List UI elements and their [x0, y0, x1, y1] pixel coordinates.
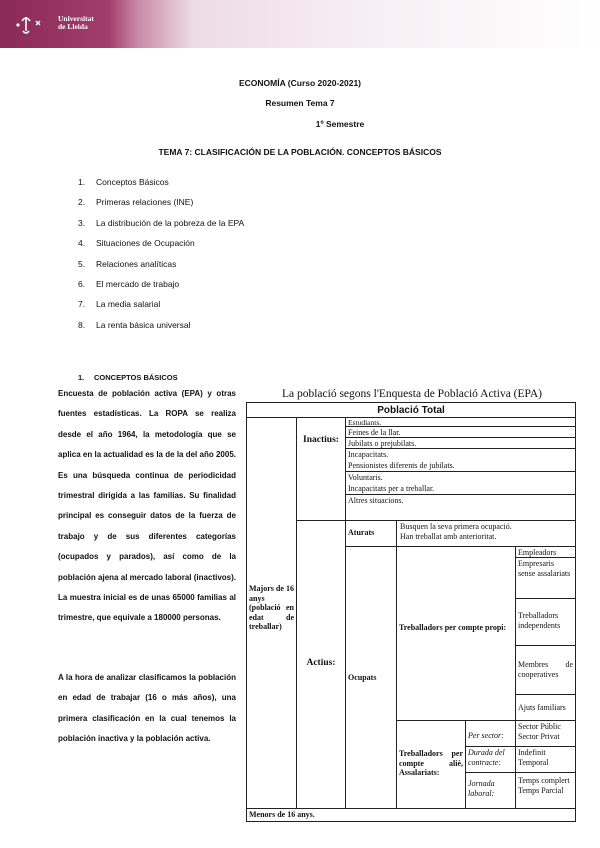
- durada-item: Indefinit: [518, 748, 546, 757]
- document-title: ECONOMÍA (Curso 2020-2021): [238, 78, 362, 88]
- propi-item: Membres de cooperatives: [515, 645, 576, 695]
- aturats-list: [396, 520, 576, 547]
- toc-num: 5.: [78, 258, 86, 269]
- durada-cell: Durada del contracte:: [465, 746, 516, 773]
- semester: 1º Semestre: [315, 119, 365, 129]
- university-emblem-icon: [14, 11, 50, 39]
- inactius-item-group: [345, 448, 576, 472]
- compte-propi-cell: Treballadors per compte propi:: [396, 546, 516, 721]
- inactius-item: Voluntaris.: [348, 473, 383, 482]
- toc-label: La media salarial: [96, 299, 161, 310]
- university-name: [58, 15, 94, 31]
- jornada-cell: Jornada laboral:: [465, 772, 516, 809]
- toc-label: Primeras relaciones (INE): [96, 197, 194, 208]
- toc-item: [78, 315, 244, 335]
- inactius-item: Altres situacions.: [345, 494, 576, 521]
- jornada-item: Temps Parcial: [518, 785, 564, 795]
- toc-label: Conceptos Básicos: [96, 177, 169, 187]
- inactius-list: [345, 417, 576, 521]
- university-name-line2: de Lleida: [58, 22, 88, 31]
- paragraph-classification: A la hora de analizar clasificamos la población en edad de trabajar (16 o más años), una primera clasificación en la cual tenemos la población inactiva y la población activa.: [58, 673, 236, 744]
- aturats-cell: Aturats: [345, 520, 397, 547]
- toc-num: 8.: [78, 319, 86, 330]
- inactius-item: Estudiants.: [345, 417, 576, 427]
- jornada-item: Temps complert: [518, 776, 570, 785]
- toc-label: La distribución de la pobreza de la EPA: [96, 217, 245, 228]
- toc-item: [78, 172, 244, 192]
- durada-item: Temporal: [518, 757, 549, 767]
- aturats-item: Han treballat amb anterioritat.: [400, 531, 497, 541]
- propi-item: Ajuts familiars: [515, 694, 576, 721]
- actius-cell: Actius:: [296, 520, 346, 809]
- menors-cell: Menors de 16 anys.: [246, 808, 576, 822]
- sector-item: Sector Públic: [518, 722, 561, 731]
- header-banner: [0, 0, 600, 48]
- inactius-item: Pensionistes diferents de jubilats.: [348, 460, 455, 470]
- toc-label: Relaciones analíticas: [96, 258, 177, 269]
- inactius-item: Feines de la llar.: [345, 426, 576, 438]
- inactius-item: Incapacitats per a treballar.: [348, 483, 435, 493]
- durada-list: [515, 746, 576, 773]
- toc-item: [78, 254, 244, 274]
- table-of-contents: [78, 172, 244, 335]
- jornada-list: [515, 772, 576, 809]
- sector-list: [515, 720, 576, 747]
- toc-label: El mercado de trabajo: [96, 278, 180, 289]
- inactius-cell: Inactius:: [296, 417, 346, 521]
- toc-num: 2.: [78, 197, 86, 208]
- university-name-line1: Universitat: [58, 14, 94, 23]
- topic-title: TEMA 7: CLASIFICACIÓN DE LA POBLACIÓN. CONCEPTOS BÁSICOS: [158, 147, 442, 157]
- compte-propi-list: [515, 546, 576, 721]
- section-num: 1.: [78, 373, 85, 382]
- toc-label: Situaciones de Ocupación: [96, 238, 195, 249]
- toc-num: 3.: [78, 217, 86, 228]
- toc-item: [78, 213, 244, 233]
- propi-item: Empleadors: [515, 546, 576, 558]
- ocupats-cell: Ocupats: [345, 546, 397, 809]
- propi-item: Empresaris sense assalariats: [515, 557, 576, 599]
- compte-alie-cell: Treballadors per compte aliè, Assalariats:: [396, 720, 466, 809]
- toc-num: 4.: [78, 238, 86, 249]
- section-label: CONCEPTOS BÁSICOS: [94, 373, 178, 382]
- aturats-item: Busquen la seva primera ocupació.: [400, 522, 512, 531]
- toc-item: [78, 294, 244, 314]
- toc-num: 1.: [78, 177, 86, 187]
- toc-item: [78, 233, 244, 253]
- toc-num: 7.: [78, 299, 86, 310]
- majors-cell: Majors de 16 anys (població en edat de treballar): [246, 417, 297, 809]
- inactius-item: Jubilats o prejubilats.: [345, 437, 576, 449]
- per-sector-cell: Per sector:: [465, 720, 516, 747]
- sector-item: Sector Privat: [518, 731, 560, 741]
- document-subtitle: Resumen Tema 7: [265, 98, 335, 108]
- toc-item: [78, 274, 244, 294]
- section-heading: [78, 373, 178, 382]
- inactius-item-group: [345, 471, 576, 495]
- toc-item: [78, 192, 244, 212]
- toc-num: 6.: [78, 278, 86, 289]
- inactius-item: Incapacitats.: [348, 450, 389, 459]
- table-title: La població segons l'Enquesta de Població Activa (EPA): [281, 388, 543, 400]
- toc-label: La renta básica universal: [96, 319, 191, 330]
- paragraph-epa: Encuesta de población activa (EPA) y otras fuentes estadísticas. La ROPA se realiza desde el año 1964, la metodología que se aplica en la actualidad es la de la del año 2005. Es una búsqueda continua de periodicidad trimestral dirigida a las familias. Su finalidad principal es conseguir datos de la fuerza de trabajo y de sus diferentes categorías (ocupados y parados), así como de la población ajena al mercado laboral (inactivos). La muestra inicial es de unas 65000 familias al trimestre, que equivale a 180000 personas.: [58, 389, 236, 623]
- propi-item: Treballadors independents: [515, 598, 576, 646]
- table-header: Població Total: [246, 402, 576, 418]
- university-logo: [14, 11, 114, 39]
